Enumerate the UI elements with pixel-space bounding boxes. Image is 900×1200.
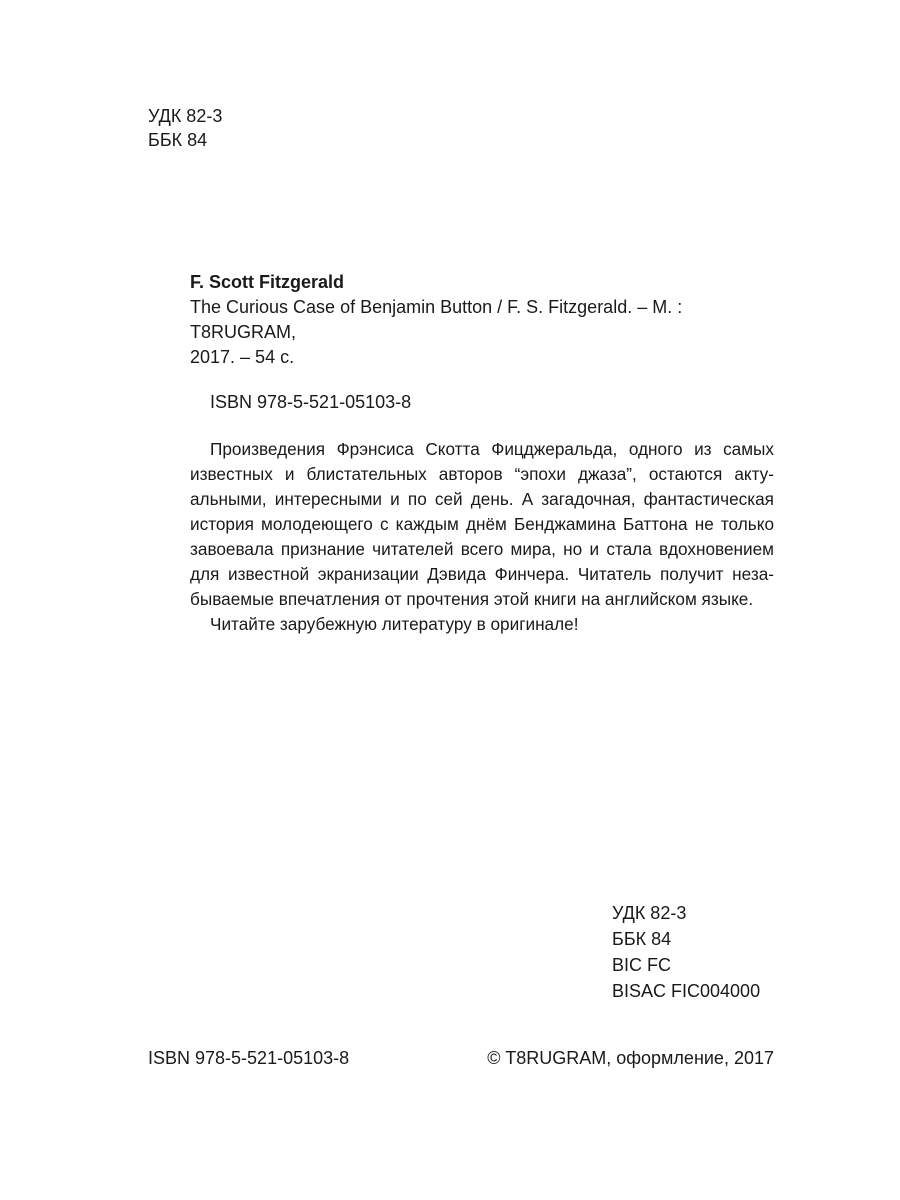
bic-code: BIC FC [612, 955, 672, 975]
classification-codes [612, 900, 760, 1004]
bbk-code: ББК 84 [148, 130, 208, 150]
isbn-record: ISBN 978-5-521-05103-8 [210, 392, 412, 412]
bibliographic-record [190, 270, 774, 637]
annotation-paragraph: Произведения Фрэнсиса Скотта Фицджеральда, одного из самых известных и блистательных авторов “эпохи джаза”, остаются актуальными, интересными и по сей день. А загадочная, фантастическая история молодеющего с каждым днём Бенджамина Баттона не только завоевала признание читателей всего мира, но и стала вдохновением для известной экранизации Дэвида Финчера. Читатель получит незабываемые впечатления от прочтения этой книги на английском языке. [190, 439, 774, 609]
top-classification-codes [148, 104, 222, 152]
annotation-closing: Читайте зарубежную литературу в оригинале! [210, 614, 579, 634]
author-name: F. Scott Fitzgerald [190, 272, 345, 292]
title-line: The Curious Case of Benjamin Button / F. S. Fitzgerald. – M. : T8RUGRAM, [190, 297, 683, 342]
udk-code: УДК 82-3 [148, 106, 223, 126]
footer-isbn: ISBN 978-5-521-05103-8 [148, 1048, 350, 1068]
bbk-code-bottom: ББК 84 [612, 929, 672, 949]
copyright-notice: © T8RUGRAM, оформление, 2017 [487, 1048, 774, 1068]
publication-details: 2017. – 54 с. [190, 347, 295, 367]
annotation [190, 437, 774, 637]
bisac-code: BISAC FIC004000 [612, 981, 761, 1001]
udk-code-bottom: УДК 82-3 [612, 903, 687, 923]
